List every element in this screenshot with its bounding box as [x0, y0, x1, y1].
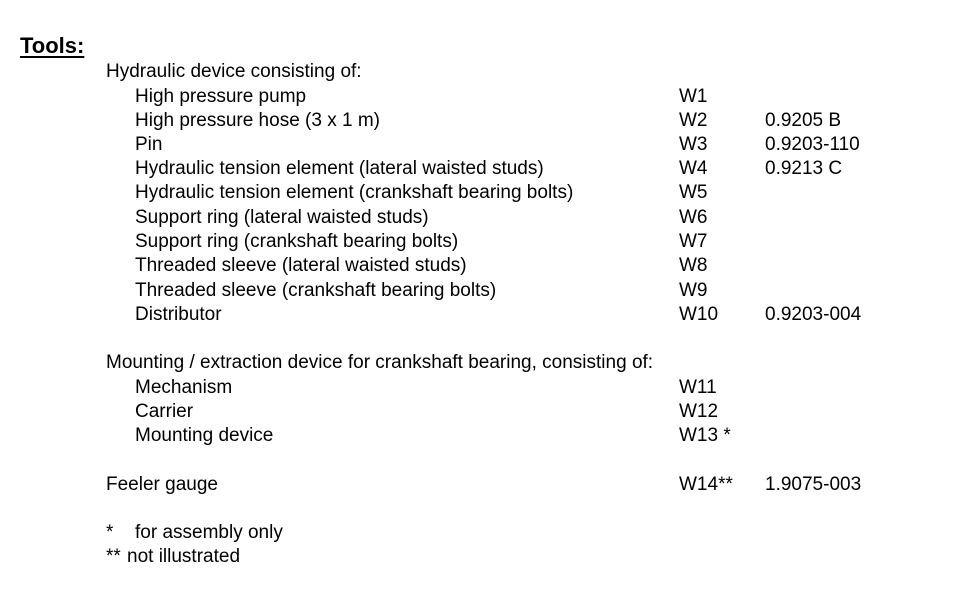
- item-label: Mechanism: [135, 377, 233, 398]
- item-code: W2: [679, 110, 708, 131]
- list-item: [106, 206, 906, 230]
- list-item: [106, 85, 906, 109]
- item-label: Support ring (crankshaft bearing bolts): [135, 231, 459, 252]
- item-code: W13 *: [679, 425, 731, 446]
- list-item: [106, 109, 906, 133]
- footnote-text: not illustrated: [127, 546, 241, 567]
- list-item: [106, 279, 906, 303]
- section-title-text: Hydraulic device consisting of:: [106, 61, 362, 82]
- list-item: [106, 254, 906, 278]
- section-title: [106, 351, 906, 375]
- item-code: W12: [679, 401, 719, 422]
- item-code: W3: [679, 134, 708, 155]
- item-part-number: 0.9203-004: [765, 304, 862, 325]
- item-code: W6: [679, 207, 708, 228]
- item-label: High pressure pump: [135, 86, 307, 107]
- item-code: W9: [679, 280, 708, 301]
- item-label: Pin: [135, 134, 163, 155]
- list-item: [106, 181, 906, 205]
- footnote: [106, 521, 506, 545]
- item-part-number: 1.9075-003: [765, 474, 862, 495]
- section-title-text: Mounting / extraction device for crankshaft bearing, consisting of:: [106, 352, 654, 373]
- item-label: Threaded sleeve (lateral waisted studs): [135, 255, 467, 276]
- item-code: W11: [679, 377, 717, 398]
- footnote-mark: **: [106, 546, 121, 567]
- item-label: Threaded sleeve (crankshaft bearing bolts): [135, 280, 497, 301]
- item-part-number: 0.9203-110: [765, 134, 860, 155]
- item-code: W10: [679, 304, 719, 325]
- item-label: Support ring (lateral waisted studs): [135, 207, 429, 228]
- list-item: [106, 473, 906, 497]
- item-code: W14**: [679, 474, 733, 495]
- list-item: [106, 133, 906, 157]
- item-code: W5: [679, 182, 708, 203]
- item-label: Hydraulic tension element (crankshaft bearing bolts): [135, 182, 574, 203]
- item-code: W4: [679, 158, 708, 179]
- item-code: W7: [679, 231, 708, 252]
- item-code: W8: [679, 255, 708, 276]
- footnote-text: for assembly only: [135, 522, 283, 543]
- item-label: Hydraulic tension element (lateral waisted studs): [135, 158, 544, 179]
- section-title: [106, 60, 906, 84]
- item-label: Distributor: [135, 304, 222, 325]
- item-label: Mounting device: [135, 425, 274, 446]
- page-heading: Tools:: [20, 33, 85, 58]
- list-item: [106, 230, 906, 254]
- item-label: Feeler gauge: [106, 474, 218, 495]
- item-label: Carrier: [135, 401, 194, 422]
- list-item: [106, 157, 906, 181]
- item-code: W1: [679, 86, 708, 107]
- footnote-mark: *: [106, 522, 114, 543]
- list-item: [106, 376, 906, 400]
- item-part-number: 0.9213 C: [765, 158, 843, 179]
- item-part-number: 0.9205 B: [765, 110, 842, 131]
- list-item: [106, 303, 906, 327]
- footnote: [106, 545, 506, 569]
- item-label: High pressure hose (3 x 1 m): [135, 110, 380, 131]
- list-item: [106, 424, 906, 448]
- list-item: [106, 400, 906, 424]
